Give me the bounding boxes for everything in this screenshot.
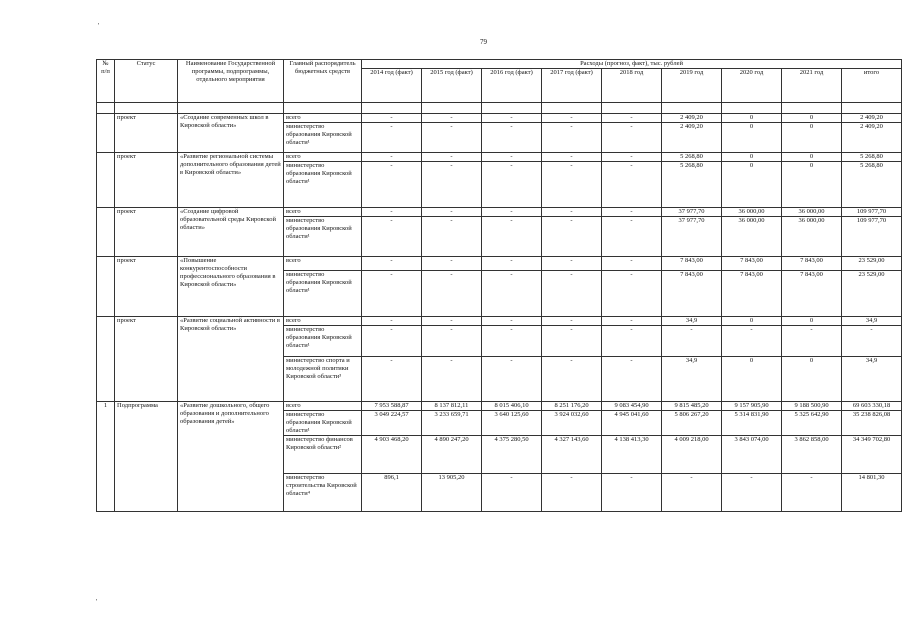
value-cell: 0 (722, 114, 782, 123)
value-cell: - (422, 326, 482, 357)
value-cell: - (602, 123, 662, 153)
value-cell: - (842, 326, 902, 357)
value-cell: 9 083 454,90 (602, 402, 662, 411)
header-expenses: Расходы (прогноз, факт), тыс. рублей (362, 60, 902, 69)
header-year: 2020 год (722, 69, 782, 103)
value-cell: 36 000,00 (782, 217, 842, 257)
header-year: 2016 год (факт) (482, 69, 542, 103)
row-number (97, 208, 115, 257)
empty-cell (782, 103, 842, 114)
value-cell: 2 409,20 (662, 123, 722, 153)
manager-label: министерство образования Кировской области¹ (284, 162, 362, 208)
manager-label: всего (284, 257, 362, 271)
value-cell: 9 815 485,20 (662, 402, 722, 411)
value-cell: - (362, 162, 422, 208)
value-cell: - (482, 123, 542, 153)
value-cell: - (542, 357, 602, 402)
value-cell: - (542, 326, 602, 357)
value-cell: - (602, 317, 662, 326)
value-cell: 3 924 032,60 (542, 411, 602, 436)
row-status: проект (115, 257, 178, 317)
row-name: «Создание современных школ в Кировской области» (178, 114, 284, 153)
value-cell: - (362, 123, 422, 153)
value-cell: - (602, 271, 662, 317)
empty-cell (97, 103, 115, 114)
value-cell: 3 640 125,60 (482, 411, 542, 436)
value-cell: 2 409,20 (662, 114, 722, 123)
value-cell: 0 (782, 153, 842, 162)
value-cell: - (422, 257, 482, 271)
value-cell: - (602, 326, 662, 357)
value-cell: - (362, 217, 422, 257)
row-status: проект (115, 317, 178, 402)
value-cell: 0 (782, 114, 842, 123)
value-cell: 5 268,80 (842, 162, 902, 208)
manager-label: всего (284, 402, 362, 411)
value-cell: - (602, 162, 662, 208)
empty-cell (284, 103, 362, 114)
header-year: 2017 год (факт) (542, 69, 602, 103)
value-cell: - (662, 474, 722, 512)
value-cell: - (422, 208, 482, 217)
page-number: 79 (480, 38, 487, 46)
manager-label: всего (284, 208, 362, 217)
value-cell: 7 843,00 (722, 271, 782, 317)
value-cell: 37 977,70 (662, 217, 722, 257)
value-cell: - (482, 217, 542, 257)
value-cell: - (482, 326, 542, 357)
manager-label: министерство образования Кировской области¹ (284, 326, 362, 357)
empty-cell (482, 103, 542, 114)
empty-cell (542, 103, 602, 114)
value-cell: 36 000,00 (722, 217, 782, 257)
value-cell: 37 977,70 (662, 208, 722, 217)
value-cell: - (422, 114, 482, 123)
value-cell: - (362, 271, 422, 317)
value-cell: - (542, 114, 602, 123)
manager-label: министерство образования Кировской области¹ (284, 271, 362, 317)
scan-mark: ' (96, 305, 98, 313)
value-cell: 34 349 702,80 (842, 436, 902, 474)
header-name: Наименование Государственной программы, подпрограммы, отдельного мероприятия (178, 60, 284, 103)
empty-cell (178, 103, 284, 114)
value-cell: 3 233 659,71 (422, 411, 482, 436)
value-cell: - (482, 257, 542, 271)
row-number (97, 114, 115, 153)
value-cell: - (602, 474, 662, 512)
table-row (97, 402, 902, 411)
header-year: 2014 год (факт) (362, 69, 422, 103)
value-cell: - (542, 153, 602, 162)
value-cell: - (482, 271, 542, 317)
manager-label: министерство финансов Кировской области² (284, 436, 362, 474)
expenses-table (96, 59, 902, 512)
empty-cell (842, 103, 902, 114)
value-cell: - (482, 357, 542, 402)
value-cell: 7 953 588,87 (362, 402, 422, 411)
value-cell: 896,1 (362, 474, 422, 512)
value-cell: 36 000,00 (722, 208, 782, 217)
empty-cell (662, 103, 722, 114)
value-cell: 8 251 176,20 (542, 402, 602, 411)
table-row (97, 114, 902, 123)
value-cell: - (362, 257, 422, 271)
row-name: «Развитие дошкольного, общего образования и дополнительного образования детей» (178, 402, 284, 512)
value-cell: - (362, 326, 422, 357)
value-cell: - (542, 123, 602, 153)
value-cell: 109 977,70 (842, 217, 902, 257)
header-manager: Главный распорядитель бюджетных средств (284, 60, 362, 103)
value-cell: - (602, 257, 662, 271)
empty-cell (362, 103, 422, 114)
value-cell: 36 000,00 (782, 208, 842, 217)
value-cell: 109 977,70 (842, 208, 902, 217)
value-cell: 5 325 642,90 (782, 411, 842, 436)
table-row (97, 208, 902, 217)
value-cell: 5 268,80 (662, 153, 722, 162)
value-cell: 0 (722, 153, 782, 162)
manager-label: всего (284, 317, 362, 326)
value-cell: - (542, 257, 602, 271)
value-cell: 2 409,20 (842, 114, 902, 123)
manager-label: всего (284, 153, 362, 162)
value-cell: 23 529,00 (842, 257, 902, 271)
value-cell: 9 188 500,90 (782, 402, 842, 411)
value-cell: - (542, 208, 602, 217)
value-cell: 4 327 143,60 (542, 436, 602, 474)
value-cell: - (602, 217, 662, 257)
value-cell: 5 268,80 (842, 153, 902, 162)
row-status: Подпрограмма (115, 402, 178, 512)
manager-label: министерство образования Кировской области¹ (284, 411, 362, 436)
value-cell: 4 890 247,20 (422, 436, 482, 474)
row-status: проект (115, 114, 178, 153)
scan-mark: ' (98, 22, 100, 30)
value-cell: - (362, 208, 422, 217)
value-cell: - (482, 474, 542, 512)
value-cell: 5 314 831,90 (722, 411, 782, 436)
manager-label: министерство образования Кировской области¹ (284, 217, 362, 257)
row-status: проект (115, 208, 178, 257)
value-cell: - (422, 271, 482, 317)
value-cell: - (782, 474, 842, 512)
value-cell: 5 268,80 (662, 162, 722, 208)
value-cell: 0 (722, 123, 782, 153)
value-cell: 4 903 468,20 (362, 436, 422, 474)
value-cell: 35 238 826,08 (842, 411, 902, 436)
row-status: проект (115, 153, 178, 208)
header-status: Статус (115, 60, 178, 103)
value-cell: - (722, 474, 782, 512)
value-cell: 3 862 858,00 (782, 436, 842, 474)
row-name: «Создание цифровой образовательной среды Кировской области» (178, 208, 284, 257)
value-cell: - (422, 317, 482, 326)
manager-label: всего (284, 114, 362, 123)
table-body (97, 103, 902, 512)
value-cell: 0 (722, 317, 782, 326)
empty-cell (602, 103, 662, 114)
header-num: № п/п (97, 60, 115, 103)
row-name: «Повышение конкурентоспособности профессионального образования в Кировской области» (178, 257, 284, 317)
value-cell: 13 905,20 (422, 474, 482, 512)
value-cell: - (722, 326, 782, 357)
row-number (97, 317, 115, 402)
value-cell: - (362, 153, 422, 162)
value-cell: 0 (722, 162, 782, 208)
value-cell: - (422, 153, 482, 162)
value-cell: - (422, 357, 482, 402)
value-cell: - (362, 357, 422, 402)
value-cell: 9 157 905,90 (722, 402, 782, 411)
header-year: 2019 год (662, 69, 722, 103)
header-year: итого (842, 69, 902, 103)
value-cell: 3 049 224,57 (362, 411, 422, 436)
value-cell: 14 801,30 (842, 474, 902, 512)
value-cell: 3 843 074,00 (722, 436, 782, 474)
value-cell: 8 137 812,11 (422, 402, 482, 411)
manager-label: министерство образования Кировской области¹ (284, 123, 362, 153)
value-cell: 69 603 330,18 (842, 402, 902, 411)
row-number: 1 (97, 402, 115, 512)
empty-cell (422, 103, 482, 114)
table-row (97, 317, 902, 326)
value-cell: - (482, 208, 542, 217)
value-cell: - (602, 208, 662, 217)
value-cell: - (542, 217, 602, 257)
value-cell: - (422, 123, 482, 153)
header-year: 2015 год (факт) (422, 69, 482, 103)
header-year: 2018 год (602, 69, 662, 103)
value-cell: - (482, 317, 542, 326)
value-cell: 0 (782, 317, 842, 326)
value-cell: 23 529,00 (842, 271, 902, 317)
value-cell: - (602, 153, 662, 162)
value-cell: 4 138 413,30 (602, 436, 662, 474)
value-cell: 0 (782, 123, 842, 153)
value-cell: 0 (782, 162, 842, 208)
value-cell: - (662, 326, 722, 357)
value-cell: 7 843,00 (782, 271, 842, 317)
table-header (97, 60, 902, 103)
empty-cell (115, 103, 178, 114)
value-cell: 34,9 (842, 317, 902, 326)
value-cell: - (482, 114, 542, 123)
table-row (97, 257, 902, 271)
value-cell: - (602, 357, 662, 402)
value-cell: 7 843,00 (722, 257, 782, 271)
manager-label: министерство строительства Кировской области⁴ (284, 474, 362, 512)
value-cell: 7 843,00 (782, 257, 842, 271)
value-cell: - (482, 153, 542, 162)
value-cell: - (542, 317, 602, 326)
value-cell: 0 (722, 357, 782, 402)
value-cell: 8 015 406,10 (482, 402, 542, 411)
value-cell: - (542, 162, 602, 208)
manager-label: министерство спорта и молодежной политики Кировской области³ (284, 357, 362, 402)
table-row (97, 153, 902, 162)
value-cell: 2 409,20 (842, 123, 902, 153)
header-year: 2021 год (782, 69, 842, 103)
value-cell: - (422, 217, 482, 257)
empty-cell (722, 103, 782, 114)
value-cell: - (482, 162, 542, 208)
row-name: «Развитие региональной системы дополнительного образования детей в Кировской области» (178, 153, 284, 208)
scan-mark: ' (96, 598, 98, 606)
value-cell: - (542, 474, 602, 512)
value-cell: 4 945 041,60 (602, 411, 662, 436)
value-cell: - (602, 114, 662, 123)
row-number (97, 257, 115, 317)
value-cell: 7 843,00 (662, 257, 722, 271)
row-number (97, 153, 115, 208)
value-cell: 0 (782, 357, 842, 402)
value-cell: - (422, 162, 482, 208)
value-cell: - (782, 326, 842, 357)
value-cell: 4 009 218,00 (662, 436, 722, 474)
value-cell: - (362, 114, 422, 123)
value-cell: 34,9 (842, 357, 902, 402)
value-cell: 5 806 267,20 (662, 411, 722, 436)
value-cell: 4 375 280,50 (482, 436, 542, 474)
value-cell: - (362, 317, 422, 326)
value-cell: 34,9 (662, 357, 722, 402)
value-cell: 7 843,00 (662, 271, 722, 317)
value-cell: - (542, 271, 602, 317)
row-name: «Развитие социальной активности в Кировской области» (178, 317, 284, 402)
value-cell: 34,9 (662, 317, 722, 326)
